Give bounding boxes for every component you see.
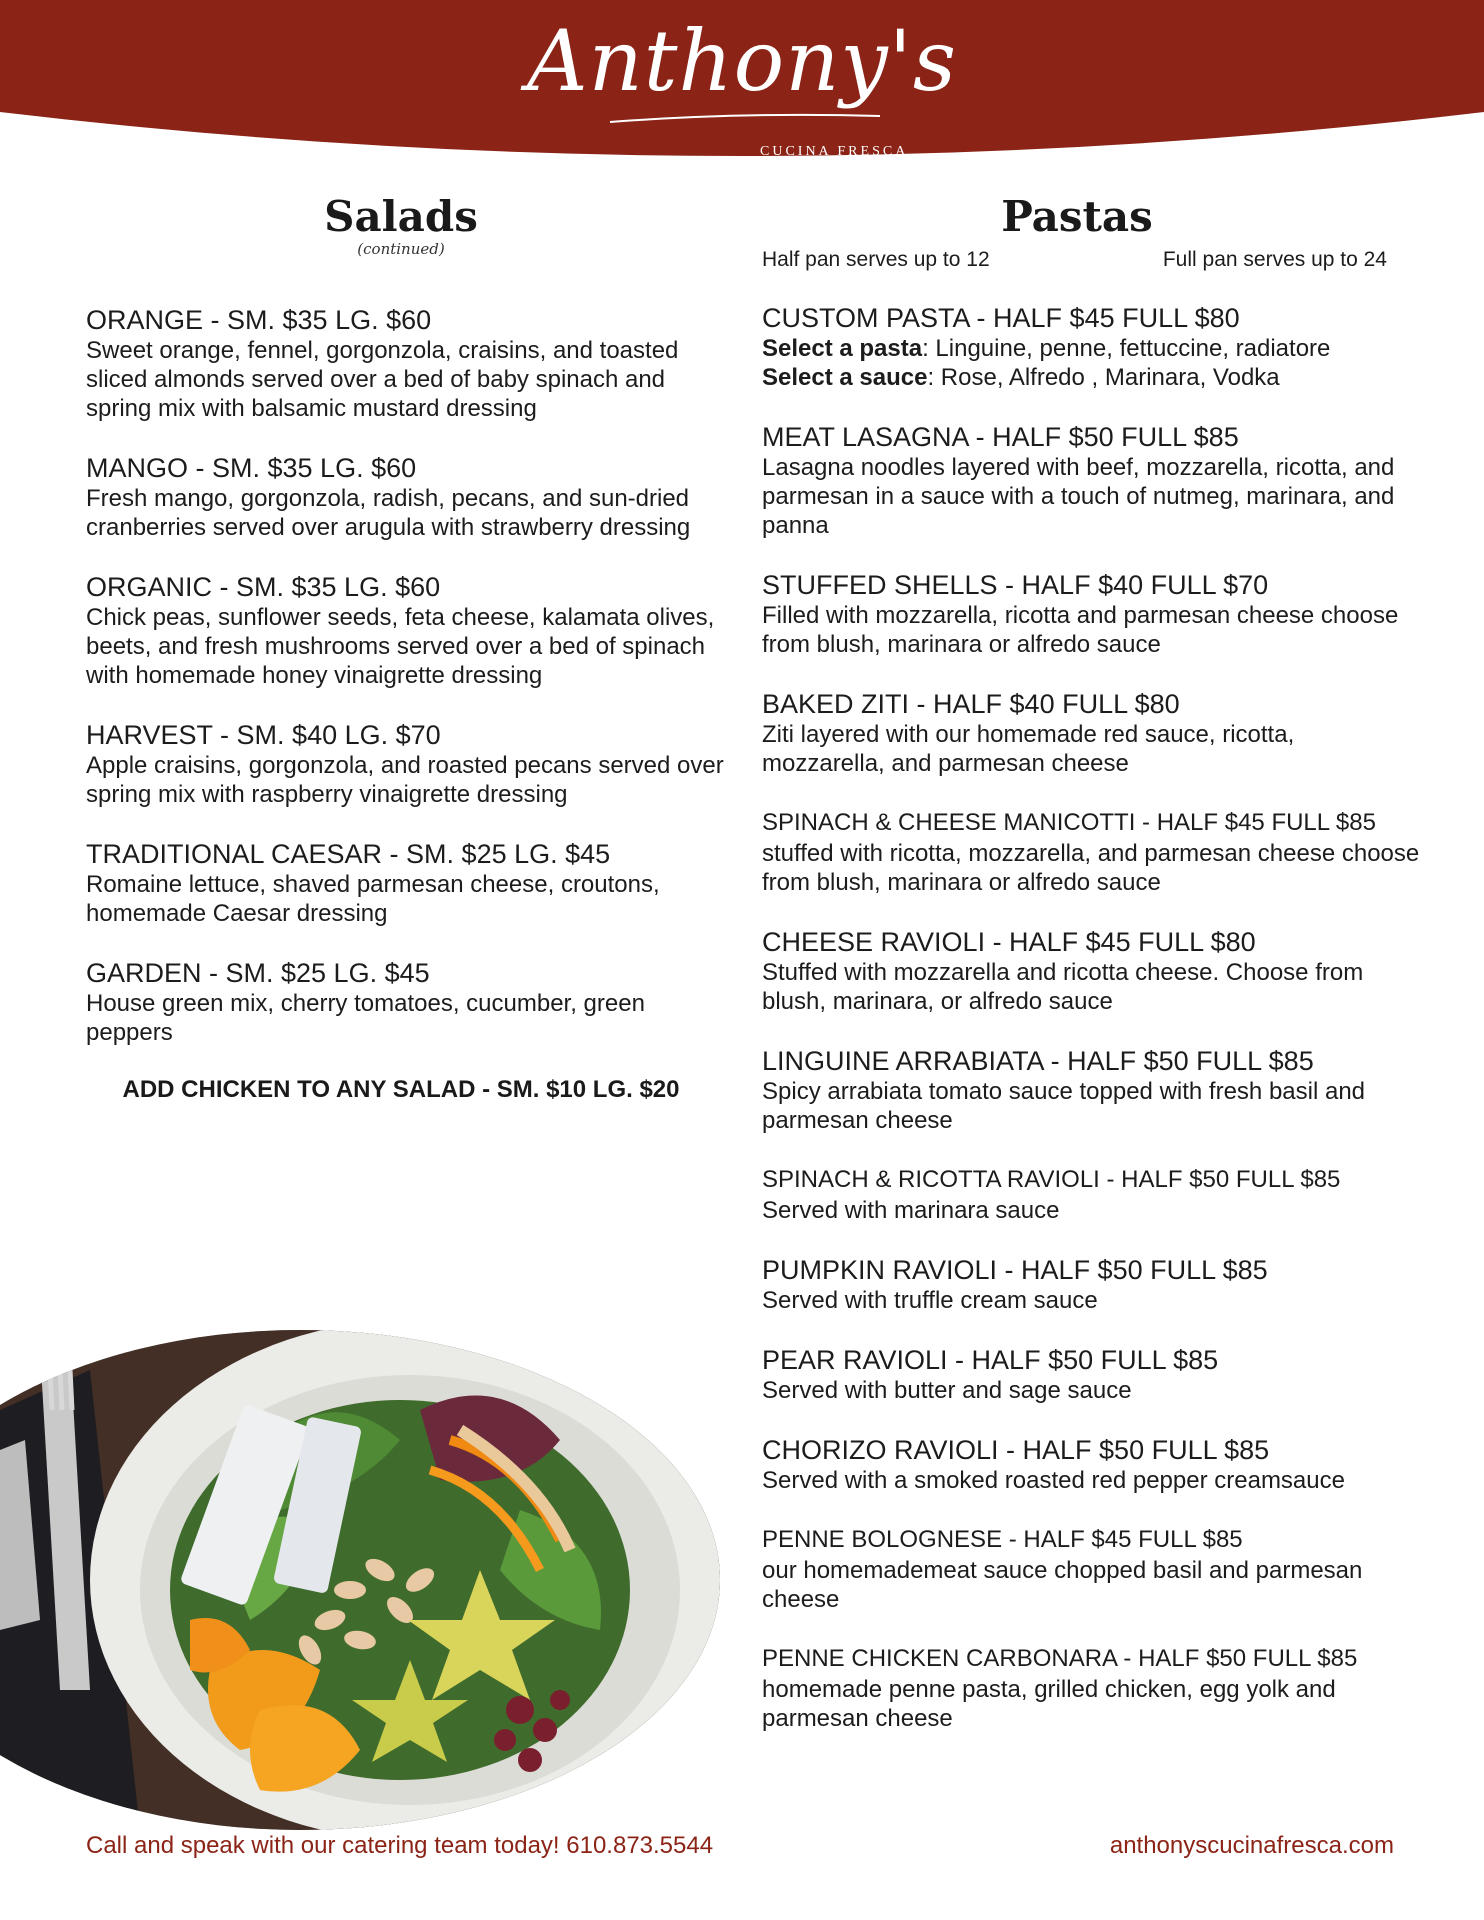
menu-item-custom-pasta [762, 302, 1422, 392]
item-description: stuffed with ricotta, mozzarella, and parmesan cheese choose from blush, marinara or alfredo sauce [762, 840, 1420, 896]
full-pan-note: Full pan serves up to 24 [1162, 248, 1387, 271]
item-description: Apple craisins, gorgonzola, and roasted pecans served over spring mix with raspberry vinaigrette dressing [86, 752, 724, 808]
item-title: STUFFED SHELLS - HALF $40 FULL $70 [762, 570, 1269, 600]
item-description: Romaine lettuce, shaved parmesan cheese, croutons, homemade Caesar dressing [86, 871, 660, 927]
catering-call-text: Call and speak with our catering team today! 610.873.5544 [86, 1832, 714, 1859]
item-description: Served with marinara sauce [762, 1197, 1060, 1224]
item-description: Lasagna noodles layered with beef, mozzarella, ricotta, and parmesan in a sauce with a touch of nutmeg, marinara, and panna [762, 454, 1395, 539]
item-title: CHEESE RAVIOLI - HALF $45 FULL $80 [762, 927, 1256, 957]
website-link[interactable]: anthonyscucinafresca.com [1109, 1832, 1394, 1859]
item-description: Served with a smoked roasted red pepper creamsauce [762, 1467, 1345, 1494]
header-banner [0, 0, 1484, 180]
add-chicken-note: ADD CHICKEN TO ANY SALAD - SM. $10 LG. $20 [122, 1076, 680, 1103]
item-description: Spicy arrabiata tomato sauce topped with fresh basil and parmesan cheese [762, 1078, 1366, 1134]
brand-logo: Anthony's [527, 12, 957, 110]
salads-title: Salads [324, 192, 478, 241]
menu-item-mango-salad [86, 452, 726, 542]
item-description: Sweet orange, fennel, gorgonzola, craisins, and toasted sliced almonds served over a bed of baby spinach and spring mix with balsamic mustard dressing [86, 337, 679, 422]
salads-section [86, 190, 726, 1104]
item-title: ORANGE - SM. $35 LG. $60 [86, 305, 432, 335]
item-title: PUMPKIN RAVIOLI - HALF $50 FULL $85 [762, 1255, 1268, 1285]
brand-subtitle: CUCINA FRESCA [760, 144, 909, 159]
menu-item-organic-salad [86, 571, 726, 690]
item-description: Ziti layered with our homemade red sauce, ricotta, mozzarella, and parmesan cheese [762, 721, 1295, 777]
item-title: SPINACH & CHEESE MANICOTTI - HALF $45 FULL $85 [762, 809, 1376, 836]
item-title: TRADITIONAL CAESAR - SM. $25 LG. $45 [86, 839, 611, 869]
select-sauce-line [762, 363, 1422, 392]
item-title: HARVEST - SM. $40 LG. $70 [86, 720, 441, 750]
item-description: Chick peas, sunflower seeds, feta cheese, kalamata olives, beets, and fresh mushrooms served over a bed of spinach with homemade honey vinaigrette dressing [86, 604, 715, 689]
pastas-list [762, 302, 1422, 1733]
item-description: Filled with mozzarella, ricotta and parmesan cheese choose from blush, marinara or alfredo sauce [762, 602, 1399, 658]
menu-item-manicotti [762, 807, 1422, 897]
item-title: SPINACH & RICOTTA RAVIOLI - HALF $50 FULL $85 [762, 1166, 1341, 1193]
item-title: PENNE BOLOGNESE - HALF $45 FULL $85 [762, 1526, 1243, 1553]
item-title: GARDEN - SM. $25 LG. $45 [86, 958, 430, 988]
pan-sizes [762, 248, 1387, 272]
pastas-title: Pastas [1001, 192, 1153, 241]
menu-item-caesar-salad [86, 838, 726, 928]
menu-item-stuffed-shells [762, 569, 1422, 659]
item-title: PEAR RAVIOLI - HALF $50 FULL $85 [762, 1345, 1219, 1375]
item-title: MANGO - SM. $35 LG. $60 [86, 453, 417, 483]
menu-item-meat-lasagna [762, 421, 1422, 540]
salad-photo [0, 1290, 720, 1830]
menu-item-orange-salad [86, 304, 726, 423]
item-description: our homemademeat sauce chopped basil and parmesan cheese [762, 1557, 1363, 1613]
menu-item-penne-bolognese [762, 1524, 1422, 1614]
menu-item-linguine-arrabiata [762, 1045, 1422, 1135]
menu-item-chorizo-ravioli [762, 1434, 1422, 1495]
item-title: LINGUINE ARRABIATA - HALF $50 FULL $85 [762, 1046, 1314, 1076]
menu-item-penne-chicken-carbonara [762, 1643, 1422, 1733]
menu-item-cheese-ravioli [762, 926, 1422, 1016]
item-title: CHORIZO RAVIOLI - HALF $50 FULL $85 [762, 1435, 1270, 1465]
item-description: House green mix, cherry tomatoes, cucumber, green peppers [86, 990, 645, 1046]
menu-item-baked-ziti [762, 688, 1422, 778]
item-description: Served with truffle cream sauce [762, 1287, 1098, 1314]
item-title: PENNE CHICKEN CARBONARA - HALF $50 FULL $85 [762, 1645, 1358, 1672]
pastas-section [762, 190, 1422, 1733]
item-title: CUSTOM PASTA - HALF $45 FULL $80 [762, 303, 1240, 333]
menu-item-pear-ravioli [762, 1344, 1422, 1405]
item-description: homemade penne pasta, grilled chicken, egg yolk and parmesan cheese [762, 1676, 1336, 1732]
select-sauce-options: : Rose, Alfredo , Marinara, Vodka [927, 364, 1280, 391]
menu-item-harvest-salad [86, 719, 726, 809]
menu-item-garden-salad [86, 957, 726, 1047]
menu-item-pumpkin-ravioli [762, 1254, 1422, 1315]
select-pasta-line [762, 334, 1422, 363]
select-pasta-options: : Linguine, penne, fettuccine, radiatore [922, 335, 1331, 362]
select-pasta-label: Select a pasta [762, 335, 923, 362]
item-title: BAKED ZITI - HALF $40 FULL $80 [762, 689, 1180, 719]
item-description: Fresh mango, gorgonzola, radish, pecans, and sun-dried cranberries served over arugula with strawberry dressing [86, 485, 691, 541]
half-pan-note: Half pan serves up to 12 [762, 248, 990, 271]
item-description: Stuffed with mozzarella and ricotta cheese. Choose from blush, marinara, or alfredo sauce [762, 959, 1364, 1015]
select-sauce-label: Select a sauce [762, 364, 928, 391]
salads-continued-note: (continued) [357, 240, 445, 258]
item-description: Served with butter and sage sauce [762, 1377, 1132, 1404]
salads-list [86, 304, 726, 1047]
item-title: MEAT LASAGNA - HALF $50 FULL $85 [762, 422, 1239, 452]
menu-item-spinach-ricotta-ravioli [762, 1164, 1422, 1225]
item-title: ORGANIC - SM. $35 LG. $60 [86, 572, 441, 602]
